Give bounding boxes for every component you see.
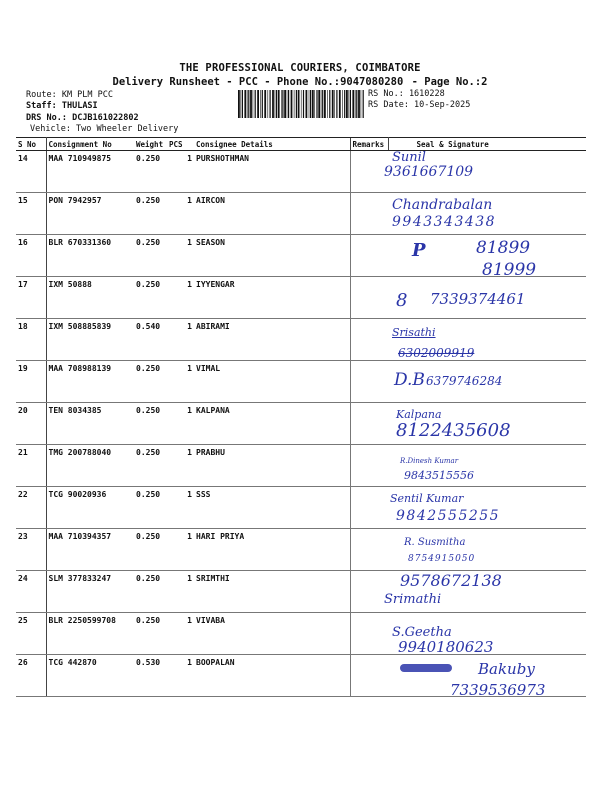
- signature-18-phone: 6302009919: [398, 346, 475, 360]
- barcode-bar: [355, 90, 356, 118]
- header-consignment: Consignment No: [46, 138, 134, 151]
- cell-consignment: TMG 200788040: [46, 445, 134, 487]
- barcode-bar: [262, 90, 263, 118]
- barcode-bar: [342, 90, 343, 118]
- cell-weight: 0.250: [134, 445, 167, 487]
- company-name: THE PROFESSIONAL COURIERS, COIMBATORE: [179, 62, 421, 74]
- signature-21-phone: 9843515556: [404, 469, 474, 482]
- barcode-bar: [275, 90, 276, 118]
- cell-weight: 0.250: [134, 193, 167, 235]
- header-seal: Seal & Signature: [388, 138, 586, 151]
- cell-sno: 24: [16, 571, 46, 613]
- header-sno: S No: [16, 138, 46, 151]
- cell-sno: 25: [16, 613, 46, 655]
- cell-consignment: TCG 90020936: [46, 487, 134, 529]
- barcode-bar: [296, 90, 297, 118]
- signature-21-name: R.Dinesh Kumar: [400, 457, 459, 465]
- barcode-bar: [242, 90, 243, 118]
- table-row: [16, 487, 586, 529]
- rs-date: RS Date: 10-Sep-2025: [368, 100, 471, 110]
- cell-sno: 19: [16, 361, 46, 403]
- cell-remarks: [350, 319, 388, 361]
- cell-weight: 0.250: [134, 151, 167, 193]
- barcode-bar: [282, 90, 283, 118]
- signature-22-phone: 9842555255: [396, 508, 501, 524]
- signature-23-phone: 8754915050: [408, 554, 476, 564]
- cell-sno: 18: [16, 319, 46, 361]
- barcode-bar: [312, 90, 314, 118]
- signature-17-phone: 7339374461: [430, 290, 526, 308]
- barcode-bar: [363, 90, 364, 118]
- signature-16-mark: P: [412, 240, 426, 261]
- cell-remarks: [350, 151, 388, 193]
- cell-remarks: [350, 193, 388, 235]
- barcode-bar: [294, 90, 295, 118]
- signature-26-scribble: [400, 664, 452, 672]
- cell-consignee: PURSHOTHMAN: [194, 151, 350, 193]
- barcode-bar: [349, 90, 350, 118]
- cell-consignment: PON 7942957: [46, 193, 134, 235]
- drs-info: [26, 113, 139, 124]
- page-number: - Page No.:2: [411, 76, 488, 88]
- barcode-bar: [352, 90, 354, 118]
- barcode-bar: [298, 90, 300, 118]
- signature-25-name: S.Geetha: [392, 625, 452, 640]
- cell-consignment: BLR 670331360: [46, 235, 134, 277]
- barcode-bar: [314, 90, 315, 118]
- barcode-bar: [344, 90, 345, 118]
- cell-remarks: [350, 655, 388, 697]
- vehicle-info: Vehicle: Two Wheeler Delivery: [30, 124, 179, 134]
- cell-pcs: 1: [167, 403, 194, 445]
- barcode-bar: [327, 90, 328, 118]
- cell-pcs: 1: [167, 361, 194, 403]
- barcode-bar: [322, 90, 323, 118]
- signature-17-number: 81999: [482, 260, 537, 280]
- barcode-bar: [264, 90, 266, 118]
- table-row: [16, 319, 586, 361]
- cell-consignee: IYYENGAR: [194, 277, 350, 319]
- barcode-bar: [310, 90, 311, 118]
- barcode-bar: [361, 90, 362, 118]
- table-header-row: [16, 138, 586, 151]
- cell-consignee: BOOPALAN: [194, 655, 350, 697]
- barcode-bar: [272, 90, 274, 118]
- barcode-bar: [358, 90, 360, 118]
- signature-15-name: Chandrabalan: [392, 197, 493, 213]
- cell-remarks: [350, 361, 388, 403]
- cell-weight: 0.250: [134, 235, 167, 277]
- barcode-bar: [339, 90, 341, 118]
- signature-25-phone: 9940180623: [398, 638, 494, 656]
- cell-consignment: IXM 508885839: [46, 319, 134, 361]
- rs-number: RS No.: 1610228: [368, 89, 445, 99]
- barcode-bar: [255, 90, 256, 118]
- cell-consignment: BLR 2250599708: [46, 613, 134, 655]
- cell-remarks: [350, 571, 388, 613]
- cell-pcs: 1: [167, 193, 194, 235]
- staff-info: [26, 101, 98, 112]
- header-consignee: Consignee Details: [194, 138, 350, 151]
- cell-pcs: 1: [167, 529, 194, 571]
- cell-consignee: SRIMTHI: [194, 571, 350, 613]
- route-info: Route: KM PLM PCC: [26, 90, 113, 100]
- barcode-bar: [247, 90, 248, 118]
- barcode-bar: [253, 90, 254, 118]
- cell-sno: 22: [16, 487, 46, 529]
- cell-sno: 23: [16, 529, 46, 571]
- runsheet-title: [0, 76, 600, 88]
- table-row: [16, 613, 586, 655]
- drs-value: DCJB161022802: [72, 113, 139, 123]
- cell-consignment: TEN 8034385: [46, 403, 134, 445]
- cell-weight: 0.250: [134, 613, 167, 655]
- cell-remarks: [350, 487, 388, 529]
- barcode-bar: [241, 90, 242, 118]
- cell-consignee: VIVABA: [194, 613, 350, 655]
- staff-label: Staff:: [26, 101, 57, 111]
- barcode-bar: [318, 90, 320, 118]
- barcode-bar: [288, 90, 289, 118]
- cell-pcs: 1: [167, 445, 194, 487]
- cell-weight: 0.250: [134, 277, 167, 319]
- cell-pcs: 1: [167, 277, 194, 319]
- barcode-bar: [329, 90, 330, 118]
- cell-consignee: SEASON: [194, 235, 350, 277]
- signature-22-name: Sentil Kumar: [390, 492, 464, 505]
- barcode-bar: [321, 90, 322, 118]
- cell-consignment: MAA 710394357: [46, 529, 134, 571]
- cell-consignment: MAA 708988139: [46, 361, 134, 403]
- signature-20-phone: 8122435608: [396, 420, 511, 441]
- cell-remarks: [350, 613, 388, 655]
- cell-consignee: PRABHU: [194, 445, 350, 487]
- signature-19-phone: 6379746284: [426, 374, 503, 388]
- barcode-bar: [334, 90, 335, 118]
- cell-consignment: SLM 377833247: [46, 571, 134, 613]
- cell-consignment: TCG 442870: [46, 655, 134, 697]
- cell-sno: 17: [16, 277, 46, 319]
- signature-17-mark: 8: [396, 290, 408, 311]
- table-row: [16, 151, 586, 193]
- signature-24-name: Srimathi: [384, 592, 442, 607]
- cell-pcs: 1: [167, 613, 194, 655]
- barcode-bar: [336, 90, 337, 118]
- staff-value: THULASI: [61, 101, 98, 111]
- barcode-bar: [332, 90, 334, 118]
- signature-24-phone: 9578672138: [400, 571, 502, 590]
- cell-consignee: KALPANA: [194, 403, 350, 445]
- cell-pcs: 1: [167, 571, 194, 613]
- signature-26-name: Bakuby: [478, 660, 535, 678]
- barcode-bar: [238, 90, 240, 118]
- signature-15-phone: 9943343438: [392, 214, 497, 230]
- barcode-bar: [350, 90, 351, 118]
- cell-weight: 0.540: [134, 319, 167, 361]
- barcode-bar: [306, 90, 308, 118]
- cell-pcs: 1: [167, 487, 194, 529]
- barcode-bar: [301, 90, 302, 118]
- drs-label: DRS No.:: [26, 113, 67, 123]
- cell-remarks: [350, 445, 388, 487]
- cell-consignment: IXM 50888: [46, 277, 134, 319]
- cell-consignment: MAA 710949875: [46, 151, 134, 193]
- barcode: [238, 90, 366, 118]
- signature-26-phone: 7339536973: [450, 681, 546, 699]
- rs-info: [368, 89, 470, 111]
- signature-19-mark: D.B: [394, 370, 425, 390]
- cell-weight: 0.250: [134, 361, 167, 403]
- signature-16-number: 81899: [476, 238, 531, 258]
- barcode-bar: [284, 90, 286, 118]
- barcode-bar: [250, 90, 252, 118]
- signature-20-name: Kalpana: [396, 408, 442, 421]
- cell-sno: 14: [16, 151, 46, 193]
- barcode-bar: [278, 90, 280, 118]
- cell-consignee: HARI PRIYA: [194, 529, 350, 571]
- cell-consignee: AIRCON: [194, 193, 350, 235]
- cell-sno: 16: [16, 235, 46, 277]
- table-row: [16, 529, 586, 571]
- barcode-bar: [281, 90, 282, 118]
- cell-sno: 20: [16, 403, 46, 445]
- barcode-bar: [303, 90, 304, 118]
- cell-weight: 0.530: [134, 655, 167, 697]
- cell-pcs: 1: [167, 235, 194, 277]
- barcode-bar: [268, 90, 269, 118]
- barcode-bar: [316, 90, 317, 118]
- barcode-bar: [244, 90, 246, 118]
- cell-remarks: [350, 529, 388, 571]
- barcode-bar: [248, 90, 249, 118]
- header-remarks: Remarks: [350, 138, 388, 151]
- barcode-bar: [257, 90, 259, 118]
- cell-consignee: ABIRAMI: [194, 319, 350, 361]
- barcode-bar: [287, 90, 288, 118]
- cell-sno: 26: [16, 655, 46, 697]
- barcode-bar: [309, 90, 310, 118]
- table-row: [16, 445, 586, 487]
- cell-sno: 15: [16, 193, 46, 235]
- cell-pcs: 1: [167, 151, 194, 193]
- cell-weight: 0.250: [134, 487, 167, 529]
- barcode-bar: [276, 90, 277, 118]
- cell-pcs: 1: [167, 319, 194, 361]
- cell-pcs: 1: [167, 655, 194, 697]
- barcode-bar: [356, 90, 357, 118]
- cell-remarks: [350, 235, 388, 277]
- barcode-bar: [260, 90, 261, 118]
- signature-23-name: R. Susmitha: [404, 537, 466, 548]
- signature-14-mark: Sunil: [392, 150, 426, 165]
- cell-seal: [388, 529, 586, 571]
- cell-remarks: [350, 403, 388, 445]
- cell-weight: 0.250: [134, 571, 167, 613]
- cell-remarks: [350, 277, 388, 319]
- signature-14-phone: 9361667109: [384, 164, 474, 180]
- cell-consignee: SSS: [194, 487, 350, 529]
- barcode-bar: [291, 90, 293, 118]
- cell-consignee: VIMAL: [194, 361, 350, 403]
- header-pcs: PCS: [167, 138, 194, 151]
- barcode-bar: [324, 90, 326, 118]
- table-row: [16, 193, 586, 235]
- cell-weight: 0.250: [134, 403, 167, 445]
- runsheet-title-text: Delivery Runsheet - PCC - Phone No.:9047080280: [112, 76, 404, 88]
- signature-18-mark: Srisathi: [392, 326, 436, 339]
- barcode-bar: [270, 90, 271, 118]
- runsheet-table: [16, 137, 586, 697]
- barcode-bar: [346, 90, 348, 118]
- cell-sno: 21: [16, 445, 46, 487]
- cell-weight: 0.250: [134, 529, 167, 571]
- header-weight: Weight: [134, 138, 167, 151]
